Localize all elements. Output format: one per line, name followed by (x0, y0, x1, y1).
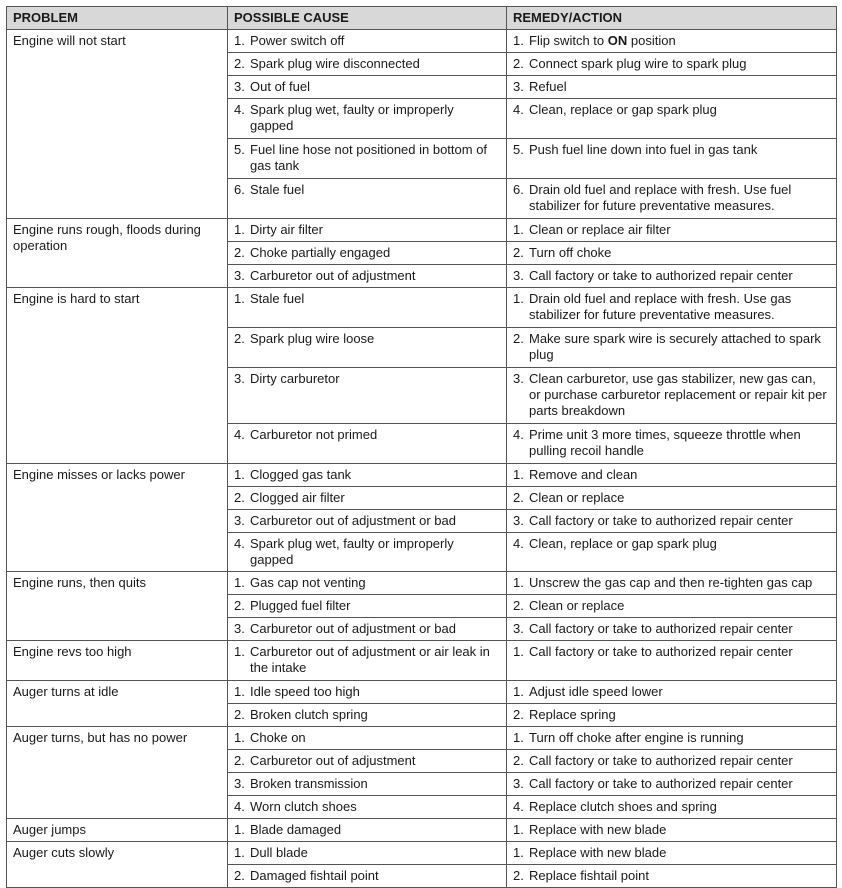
remedy-cell (507, 533, 837, 572)
cause-number: 2. (234, 598, 245, 613)
cause-text: Broken transmission (250, 776, 368, 791)
remedy-number: 3. (513, 371, 524, 386)
cause-text: Carburetor out of adjustment or air leak in the intake (250, 644, 490, 675)
remedy-text: Clean carburetor, use gas stabilizer, new gas can, or purchase carburetor replacement or repair kit per parts breakdown (529, 371, 827, 418)
cause-text: Idle speed too high (250, 684, 360, 699)
remedy-cell (507, 704, 837, 727)
cause-number: 3. (234, 621, 245, 636)
problem-cell: Auger jumps (7, 819, 228, 842)
remedy-text: Turn off choke (529, 245, 612, 260)
cause-number: 1. (234, 291, 245, 306)
remedy-text-after: position (627, 33, 676, 48)
cause-number: 4. (234, 536, 245, 551)
remedy-cell (507, 510, 837, 533)
cause-text: Choke partially engaged (250, 245, 391, 260)
cause-cell (228, 53, 507, 76)
remedy-cell (507, 819, 837, 842)
remedy-emphasis: ON (607, 33, 628, 48)
cause-number: 5. (234, 142, 245, 157)
cause-number: 3. (234, 513, 245, 528)
table-row (7, 464, 837, 487)
remedy-text: Replace with new blade (529, 822, 667, 837)
cause-text: Clogged gas tank (250, 467, 352, 482)
remedy-text: Clean or replace air filter (529, 222, 671, 237)
cause-cell (228, 179, 507, 219)
cause-cell (228, 328, 507, 368)
cause-cell (228, 219, 507, 242)
remedy-text: Replace fishtail point (529, 868, 649, 883)
remedy-text: Clean or replace (529, 598, 625, 613)
cause-text: Spark plug wire loose (250, 331, 375, 346)
remedy-number: 1. (513, 575, 524, 590)
remedy-number: 1. (513, 467, 524, 482)
remedy-cell (507, 179, 837, 219)
cause-cell (228, 641, 507, 681)
remedy-cell (507, 487, 837, 510)
remedy-text: Call factory or take to authorized repair center (529, 621, 793, 636)
remedy-number: 3. (513, 621, 524, 636)
table-body (7, 30, 837, 888)
cause-number: 1. (234, 822, 245, 837)
cause-number: 2. (234, 707, 245, 722)
cause-text: Damaged fishtail point (250, 868, 379, 883)
cause-number: 1. (234, 684, 245, 699)
remedy-number: 3. (513, 513, 524, 528)
problem-cell: Engine will not start (7, 30, 228, 219)
cause-text: Broken clutch spring (250, 707, 368, 722)
remedy-text: Connect spark plug wire to spark plug (529, 56, 747, 71)
cause-cell (228, 842, 507, 865)
cause-cell (228, 487, 507, 510)
header-possible-cause: POSSIBLE CAUSE (228, 7, 507, 30)
remedy-text: Make sure spark wire is securely attached to spark plug (529, 331, 821, 362)
cause-text: Spark plug wet, faulty or improperly gapped (250, 536, 454, 567)
remedy-text: Call factory or take to authorized repair center (529, 753, 793, 768)
remedy-text: Drain old fuel and replace with fresh. Use gas stabilizer for future preventative measures. (529, 291, 792, 322)
remedy-cell (507, 368, 837, 424)
header-row (7, 7, 837, 30)
cause-cell (228, 242, 507, 265)
cause-cell (228, 368, 507, 424)
cause-cell (228, 595, 507, 618)
remedy-number: 2. (513, 707, 524, 722)
remedy-text: Replace clutch shoes and spring (529, 799, 717, 814)
problem-cell: Engine runs, then quits (7, 572, 228, 641)
remedy-number: 1. (513, 730, 524, 745)
remedy-number: 1. (513, 822, 524, 837)
problem-cell: Engine misses or lacks power (7, 464, 228, 572)
cause-cell (228, 819, 507, 842)
remedy-number: 1. (513, 684, 524, 699)
cause-text: Worn clutch shoes (250, 799, 357, 814)
cause-text: Out of fuel (250, 79, 310, 94)
cause-number: 2. (234, 245, 245, 260)
cause-cell (228, 99, 507, 139)
remedy-cell (507, 219, 837, 242)
table-row (7, 219, 837, 242)
cause-number: 1. (234, 222, 245, 237)
remedy-text: Replace with new blade (529, 845, 667, 860)
remedy-text: Call factory or take to authorized repair center (529, 644, 793, 659)
cause-text: Dirty air filter (250, 222, 323, 237)
remedy-text: Clean or replace (529, 490, 625, 505)
remedy-number: 4. (513, 102, 524, 117)
cause-number: 2. (234, 868, 245, 883)
cause-number: 3. (234, 371, 245, 386)
cause-number: 4. (234, 799, 245, 814)
cause-cell (228, 865, 507, 888)
problem-cell: Auger turns, but has no power (7, 727, 228, 819)
remedy-cell (507, 750, 837, 773)
remedy-text: Flip switch to (529, 33, 608, 48)
remedy-number: 2. (513, 753, 524, 768)
remedy-cell (507, 595, 837, 618)
cause-text: Stale fuel (250, 291, 305, 306)
remedy-number: 3. (513, 79, 524, 94)
cause-cell (228, 288, 507, 328)
remedy-number: 5. (513, 142, 524, 157)
remedy-cell (507, 288, 837, 328)
cause-number: 6. (234, 182, 245, 197)
remedy-number: 4. (513, 799, 524, 814)
remedy-number: 2. (513, 245, 524, 260)
cause-text: Carburetor out of adjustment (250, 268, 416, 283)
remedy-cell (507, 572, 837, 595)
remedy-text: Clean, replace or gap spark plug (529, 536, 717, 551)
remedy-number: 4. (513, 427, 524, 442)
cause-cell (228, 510, 507, 533)
cause-cell (228, 533, 507, 572)
cause-text: Spark plug wire disconnected (250, 56, 420, 71)
remedy-cell (507, 99, 837, 139)
cause-text: Fuel line hose not positioned in bottom of gas tank (250, 142, 488, 173)
remedy-number: 4. (513, 536, 524, 551)
remedy-cell (507, 53, 837, 76)
cause-cell (228, 464, 507, 487)
table-row (7, 819, 837, 842)
remedy-cell (507, 328, 837, 368)
remedy-cell (507, 796, 837, 819)
table-row (7, 842, 837, 865)
remedy-text: Drain old fuel and replace with fresh. Use fuel stabilizer for future preventative measures. (529, 182, 792, 213)
remedy-number: 1. (513, 291, 524, 306)
cause-number: 2. (234, 56, 245, 71)
remedy-cell (507, 242, 837, 265)
cause-number: 1. (234, 644, 245, 659)
remedy-text: Refuel (529, 79, 567, 94)
cause-text: Gas cap not venting (250, 575, 366, 590)
cause-text: Carburetor out of adjustment (250, 753, 416, 768)
cause-cell (228, 796, 507, 819)
remedy-number: 1. (513, 644, 524, 659)
table-row (7, 30, 837, 53)
remedy-text: Unscrew the gas cap and then re-tighten gas cap (529, 575, 813, 590)
problem-cell: Engine is hard to start (7, 288, 228, 464)
remedy-number: 2. (513, 598, 524, 613)
table-row (7, 727, 837, 750)
cause-cell (228, 265, 507, 288)
remedy-cell (507, 618, 837, 641)
table-row (7, 681, 837, 704)
remedy-cell (507, 641, 837, 681)
cause-cell (228, 76, 507, 99)
cause-cell (228, 30, 507, 53)
remedy-cell (507, 30, 837, 53)
cause-number: 3. (234, 776, 245, 791)
cause-number: 4. (234, 102, 245, 117)
header-remedy-action: REMEDY/ACTION (507, 7, 837, 30)
cause-number: 2. (234, 490, 245, 505)
cause-cell (228, 618, 507, 641)
cause-cell (228, 727, 507, 750)
table-row (7, 288, 837, 328)
remedy-text: Push fuel line down into fuel in gas tank (529, 142, 758, 157)
remedy-text: Call factory or take to authorized repair center (529, 776, 793, 791)
remedy-number: 2. (513, 868, 524, 883)
remedy-cell (507, 681, 837, 704)
remedy-number: 1. (513, 845, 524, 860)
cause-number: 1. (234, 33, 245, 48)
remedy-cell (507, 464, 837, 487)
remedy-text: Adjust idle speed lower (529, 684, 663, 699)
cause-cell (228, 773, 507, 796)
remedy-number: 1. (513, 33, 524, 48)
remedy-number: 3. (513, 268, 524, 283)
cause-number: 1. (234, 845, 245, 860)
cause-cell (228, 139, 507, 179)
cause-text: Spark plug wet, faulty or improperly gapped (250, 102, 454, 133)
problem-cell: Engine runs rough, floods during operation (7, 219, 228, 288)
cause-text: Stale fuel (250, 182, 305, 197)
remedy-cell (507, 773, 837, 796)
remedy-text: Call factory or take to authorized repair center (529, 268, 793, 283)
cause-number: 1. (234, 467, 245, 482)
cause-number: 3. (234, 268, 245, 283)
remedy-cell (507, 265, 837, 288)
troubleshooting-table (6, 6, 837, 888)
remedy-text: Turn off choke after engine is running (529, 730, 744, 745)
cause-text: Carburetor out of adjustment or bad (250, 621, 456, 636)
cause-text: Power switch off (250, 33, 345, 48)
remedy-number: 2. (513, 331, 524, 346)
cause-text: Dirty carburetor (250, 371, 340, 386)
cause-text: Carburetor out of adjustment or bad (250, 513, 456, 528)
header-problem: PROBLEM (7, 7, 228, 30)
remedy-text: Remove and clean (529, 467, 638, 482)
problem-cell: Auger cuts slowly (7, 842, 228, 888)
cause-cell (228, 424, 507, 464)
cause-number: 3. (234, 79, 245, 94)
cause-text: Plugged fuel filter (250, 598, 351, 613)
problem-cell: Engine revs too high (7, 641, 228, 681)
table-row (7, 641, 837, 681)
cause-text: Clogged air filter (250, 490, 345, 505)
cause-number: 2. (234, 753, 245, 768)
remedy-number: 3. (513, 776, 524, 791)
remedy-text: Call factory or take to authorized repair center (529, 513, 793, 528)
remedy-cell (507, 139, 837, 179)
remedy-text: Replace spring (529, 707, 616, 722)
remedy-number: 6. (513, 182, 524, 197)
cause-text: Choke on (250, 730, 306, 745)
remedy-number: 2. (513, 56, 524, 71)
cause-cell (228, 681, 507, 704)
cause-cell (228, 704, 507, 727)
cause-cell (228, 572, 507, 595)
cause-number: 1. (234, 575, 245, 590)
remedy-cell (507, 865, 837, 888)
remedy-text: Clean, replace or gap spark plug (529, 102, 717, 117)
remedy-cell (507, 76, 837, 99)
cause-text: Carburetor not primed (250, 427, 378, 442)
cause-text: Blade damaged (250, 822, 342, 837)
remedy-number: 1. (513, 222, 524, 237)
problem-cell: Auger turns at idle (7, 681, 228, 727)
table-row (7, 572, 837, 595)
cause-number: 1. (234, 730, 245, 745)
cause-cell (228, 750, 507, 773)
cause-text: Dull blade (250, 845, 308, 860)
cause-number: 2. (234, 331, 245, 346)
remedy-number: 2. (513, 490, 524, 505)
remedy-text: Prime unit 3 more times, squeeze throttle when pulling recoil handle (529, 427, 801, 458)
remedy-cell (507, 424, 837, 464)
remedy-cell (507, 727, 837, 750)
remedy-cell (507, 842, 837, 865)
cause-number: 4. (234, 427, 245, 442)
